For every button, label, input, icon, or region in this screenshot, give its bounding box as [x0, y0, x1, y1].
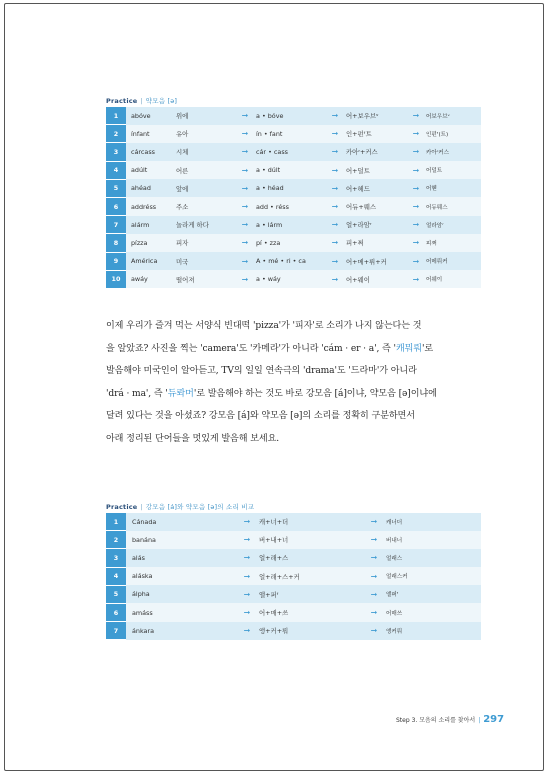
pronunciation: 피+쩌: [346, 234, 406, 252]
arrow-icon: ➞: [324, 179, 346, 197]
table-row: [106, 603, 481, 621]
arrow-icon: ➞: [362, 549, 386, 567]
table-row: [106, 197, 481, 215]
word: ánkara: [132, 622, 235, 640]
row-number: 2: [106, 531, 126, 549]
practice-label: Practice: [106, 97, 138, 105]
arrow-icon: ➞: [362, 513, 386, 531]
word: addréss: [131, 197, 176, 215]
word: amáss: [132, 603, 235, 621]
pronunciation: 버+내+너: [259, 531, 362, 549]
arrow-icon: ➞: [234, 125, 256, 143]
row-number: 1: [106, 107, 126, 125]
paragraph-line: [106, 383, 482, 406]
meaning: 어른: [176, 161, 234, 179]
pronunciation-short: 얼래스커: [386, 567, 481, 585]
arrow-icon: ➞: [234, 179, 256, 197]
arrow-icon: ➞: [406, 143, 426, 161]
arrow-icon: ➞: [235, 603, 259, 621]
arrow-icon: ➞: [324, 270, 346, 288]
pronunciation-short: 어덜트: [426, 161, 481, 179]
text-segment: 달려 있다는 것을 아셨죠? 강모음 [á]와 약모음 [ə]의 소리를 정확히 구분하면서: [106, 411, 415, 421]
arrow-icon: ➞: [406, 216, 426, 234]
arrow-icon: ➞: [406, 125, 426, 143]
arrow-icon: ➞: [362, 567, 386, 585]
arrow-icon: ➞: [324, 107, 346, 125]
row-number: 6: [106, 603, 126, 621]
table-row: [106, 567, 481, 585]
pronunciation-short: 어웨이: [426, 270, 481, 288]
table-row: [106, 107, 481, 125]
text-segment: 을 알았죠? 사진을 찍는 'camera'도 '카메라'가 아니라 'cám · er · a', 즉 ': [106, 343, 396, 354]
arrow-icon: ➞: [234, 252, 256, 270]
arrow-icon: ➞: [234, 197, 256, 215]
meaning: 놀라게 하다: [176, 216, 234, 234]
arrow-icon: ➞: [234, 161, 256, 179]
syllable-split: a • héad: [256, 179, 324, 197]
arrow-icon: ➞: [324, 252, 346, 270]
text-segment: 아래 정리된 단어들을 멋있게 발음해 보세요.: [106, 433, 280, 444]
text-segment: 'drá · ma', 즉 ': [106, 388, 168, 399]
table-row: [106, 125, 481, 143]
arrow-icon: ➞: [234, 143, 256, 161]
pronunciation-short: 카아ʳ커스: [426, 143, 481, 161]
table-row: [106, 531, 481, 549]
row-number: 10: [106, 270, 126, 288]
syllable-split: cár • cass: [256, 143, 324, 161]
text-segment: 이제 우리가 즐겨 먹는 서양식 빈대떡 'pizza'가 '피자'로 소리가 나지 않는다는 것: [106, 321, 422, 331]
table-row: [106, 234, 481, 252]
word: awáy: [131, 270, 176, 288]
row-number: 3: [106, 549, 126, 567]
pronunciation-short: 어보우브ᵛ: [426, 107, 481, 125]
word: adúlt: [131, 161, 176, 179]
practice-2-heading: [106, 502, 254, 511]
table-row: [106, 513, 481, 531]
pronunciation-short: 피쩌: [426, 234, 481, 252]
paragraph-line: [106, 315, 482, 338]
practice-1-heading: [106, 96, 177, 105]
arrow-icon: ➞: [406, 234, 426, 252]
arrow-icon: ➞: [324, 234, 346, 252]
pronunciation: 캐+너+더: [259, 513, 362, 531]
explanation-paragraph: [106, 315, 482, 450]
highlighted-pronunciation: 캐뭐뤄: [395, 343, 422, 354]
footer-step: Step 3. 모음의 소리를 찾아서: [396, 717, 476, 724]
text-segment: '로 발음해야 하는 것도 바로 강모음 [á]이냐, 약모음 [ə]이냐에: [193, 388, 437, 399]
pronunciation: 얼+라암ʳ: [346, 216, 406, 234]
arrow-icon: ➞: [234, 234, 256, 252]
pronunciation-short: 어메뤼커: [426, 252, 481, 270]
arrow-icon: ➞: [235, 531, 259, 549]
table-row: [106, 179, 481, 197]
table-row: [106, 161, 481, 179]
paragraph-line: [106, 360, 482, 383]
pronunciation: 얼+래+스: [259, 549, 362, 567]
arrow-icon: ➞: [362, 622, 386, 640]
pronunciation-short: 캐너더: [386, 513, 481, 531]
arrow-icon: ➞: [324, 197, 346, 215]
arrow-icon: ➞: [362, 603, 386, 621]
page-number: 297: [483, 714, 505, 725]
row-number: 6: [106, 197, 126, 215]
paragraph-line: [106, 338, 482, 361]
arrow-icon: ➞: [406, 179, 426, 197]
meaning: 위에: [176, 107, 234, 125]
practice-label: Practice: [106, 503, 138, 511]
word: cárcass: [131, 143, 176, 161]
row-number: 5: [106, 585, 126, 603]
word: abóve: [131, 107, 176, 125]
word: aláska: [132, 567, 235, 585]
pronunciation: 카아ʳ+커스: [346, 143, 406, 161]
pronunciation: 어+매+쓰: [259, 603, 362, 621]
arrow-icon: ➞: [406, 270, 426, 288]
arrow-icon: ➞: [406, 107, 426, 125]
word: alás: [132, 549, 235, 567]
row-number: 1: [106, 513, 126, 531]
page-footer: [396, 714, 504, 725]
table-row: [106, 549, 481, 567]
text-segment: 발음해야 미국인이 알아듣고, TV의 일일 연속극의 'drama'도 '드라마'가 아니라: [106, 366, 417, 376]
heading-separator: |: [140, 97, 143, 105]
pronunciation: 어+덜트: [346, 161, 406, 179]
arrow-icon: ➞: [234, 270, 256, 288]
syllable-split: a • lárm: [256, 216, 324, 234]
pronunciation: 인+펀ᶠ트: [346, 125, 406, 143]
pronunciation-short: 버내너: [386, 531, 481, 549]
table-row: [106, 622, 481, 640]
row-number: 5: [106, 179, 126, 197]
pronunciation-short: 인펀ᶠ(트): [426, 125, 481, 143]
arrow-icon: ➞: [235, 513, 259, 531]
meaning: 미국: [176, 252, 234, 270]
word: ínfant: [131, 125, 176, 143]
meaning: 시체: [176, 143, 234, 161]
pronunciation: 앵+커+뤄: [259, 622, 362, 640]
arrow-icon: ➞: [406, 197, 426, 215]
arrow-icon: ➞: [234, 216, 256, 234]
row-number: 9: [106, 252, 126, 270]
meaning: 주소: [176, 197, 234, 215]
heading-separator: |: [140, 503, 143, 511]
pronunciation-short: 앵커뤄: [386, 622, 481, 640]
row-number: 3: [106, 143, 126, 161]
practice-subtitle: 약모음 [ə]: [145, 97, 178, 105]
paragraph-line: [106, 405, 482, 428]
pronunciation-short: 얼라암ʳ: [426, 216, 481, 234]
word: ahéad: [131, 179, 176, 197]
word: alárm: [131, 216, 176, 234]
table-row: [106, 216, 481, 234]
pronunciation: 얼+래+스+커: [259, 567, 362, 585]
pronunciation-short: 앨퍼ᶠ: [386, 585, 481, 603]
meaning: 앞에: [176, 179, 234, 197]
word: álpha: [132, 585, 235, 603]
meaning: 떨어져: [176, 270, 234, 288]
footer-divider: |: [478, 717, 481, 724]
arrow-icon: ➞: [362, 585, 386, 603]
pronunciation: 어+메+뤼+커: [346, 252, 406, 270]
word: Cánada: [132, 513, 235, 531]
row-number: 7: [106, 216, 126, 234]
paragraph-line: [106, 428, 482, 451]
highlighted-pronunciation: 듀롸머: [167, 388, 194, 399]
pronunciation-short: 어매쓰: [386, 603, 481, 621]
arrow-icon: ➞: [324, 143, 346, 161]
table-row: [106, 143, 481, 161]
arrow-icon: ➞: [235, 567, 259, 585]
row-number: 4: [106, 161, 126, 179]
row-number: 7: [106, 622, 126, 640]
arrow-icon: ➞: [362, 531, 386, 549]
syllable-split: add • réss: [256, 197, 324, 215]
meaning: 유아: [176, 125, 234, 143]
pronunciation: 앨+퍼ᶠ: [259, 585, 362, 603]
pronunciation: 어+보우브ᵛ: [346, 107, 406, 125]
practice-2-table: [106, 513, 481, 640]
practice-1-table: [106, 107, 481, 289]
pronunciation: 어듀+뤠스: [346, 197, 406, 215]
pronunciation: 어+웨이: [346, 270, 406, 288]
table-row: [106, 252, 481, 270]
pronunciation: 어+헤드: [346, 179, 406, 197]
syllable-split: a • bóve: [256, 107, 324, 125]
arrow-icon: ➞: [324, 125, 346, 143]
table-row: [106, 585, 481, 603]
arrow-icon: ➞: [324, 216, 346, 234]
arrow-icon: ➞: [235, 585, 259, 603]
meaning: 피자: [176, 234, 234, 252]
word: América: [131, 252, 176, 270]
arrow-icon: ➞: [235, 622, 259, 640]
pronunciation-short: 얼래스: [386, 549, 481, 567]
syllable-split: ín • fant: [256, 125, 324, 143]
row-number: 2: [106, 125, 126, 143]
word: pízza: [131, 234, 176, 252]
row-number: 8: [106, 234, 126, 252]
pronunciation-short: 어듀뤠스: [426, 197, 481, 215]
syllable-split: A • mé • ri • ca: [256, 252, 324, 270]
word: banána: [132, 531, 235, 549]
practice-subtitle: 강모음 [á]와 약모음 [ə]의 소리 비교: [145, 503, 255, 511]
arrow-icon: ➞: [406, 252, 426, 270]
text-segment: '로: [422, 343, 434, 354]
syllable-split: a • wáy: [256, 270, 324, 288]
table-row: [106, 270, 481, 288]
arrow-icon: ➞: [234, 107, 256, 125]
pronunciation-short: 어헫: [426, 179, 481, 197]
syllable-split: a • dúlt: [256, 161, 324, 179]
row-number: 4: [106, 567, 126, 585]
arrow-icon: ➞: [235, 549, 259, 567]
syllable-split: pí • zza: [256, 234, 324, 252]
arrow-icon: ➞: [406, 161, 426, 179]
arrow-icon: ➞: [324, 161, 346, 179]
